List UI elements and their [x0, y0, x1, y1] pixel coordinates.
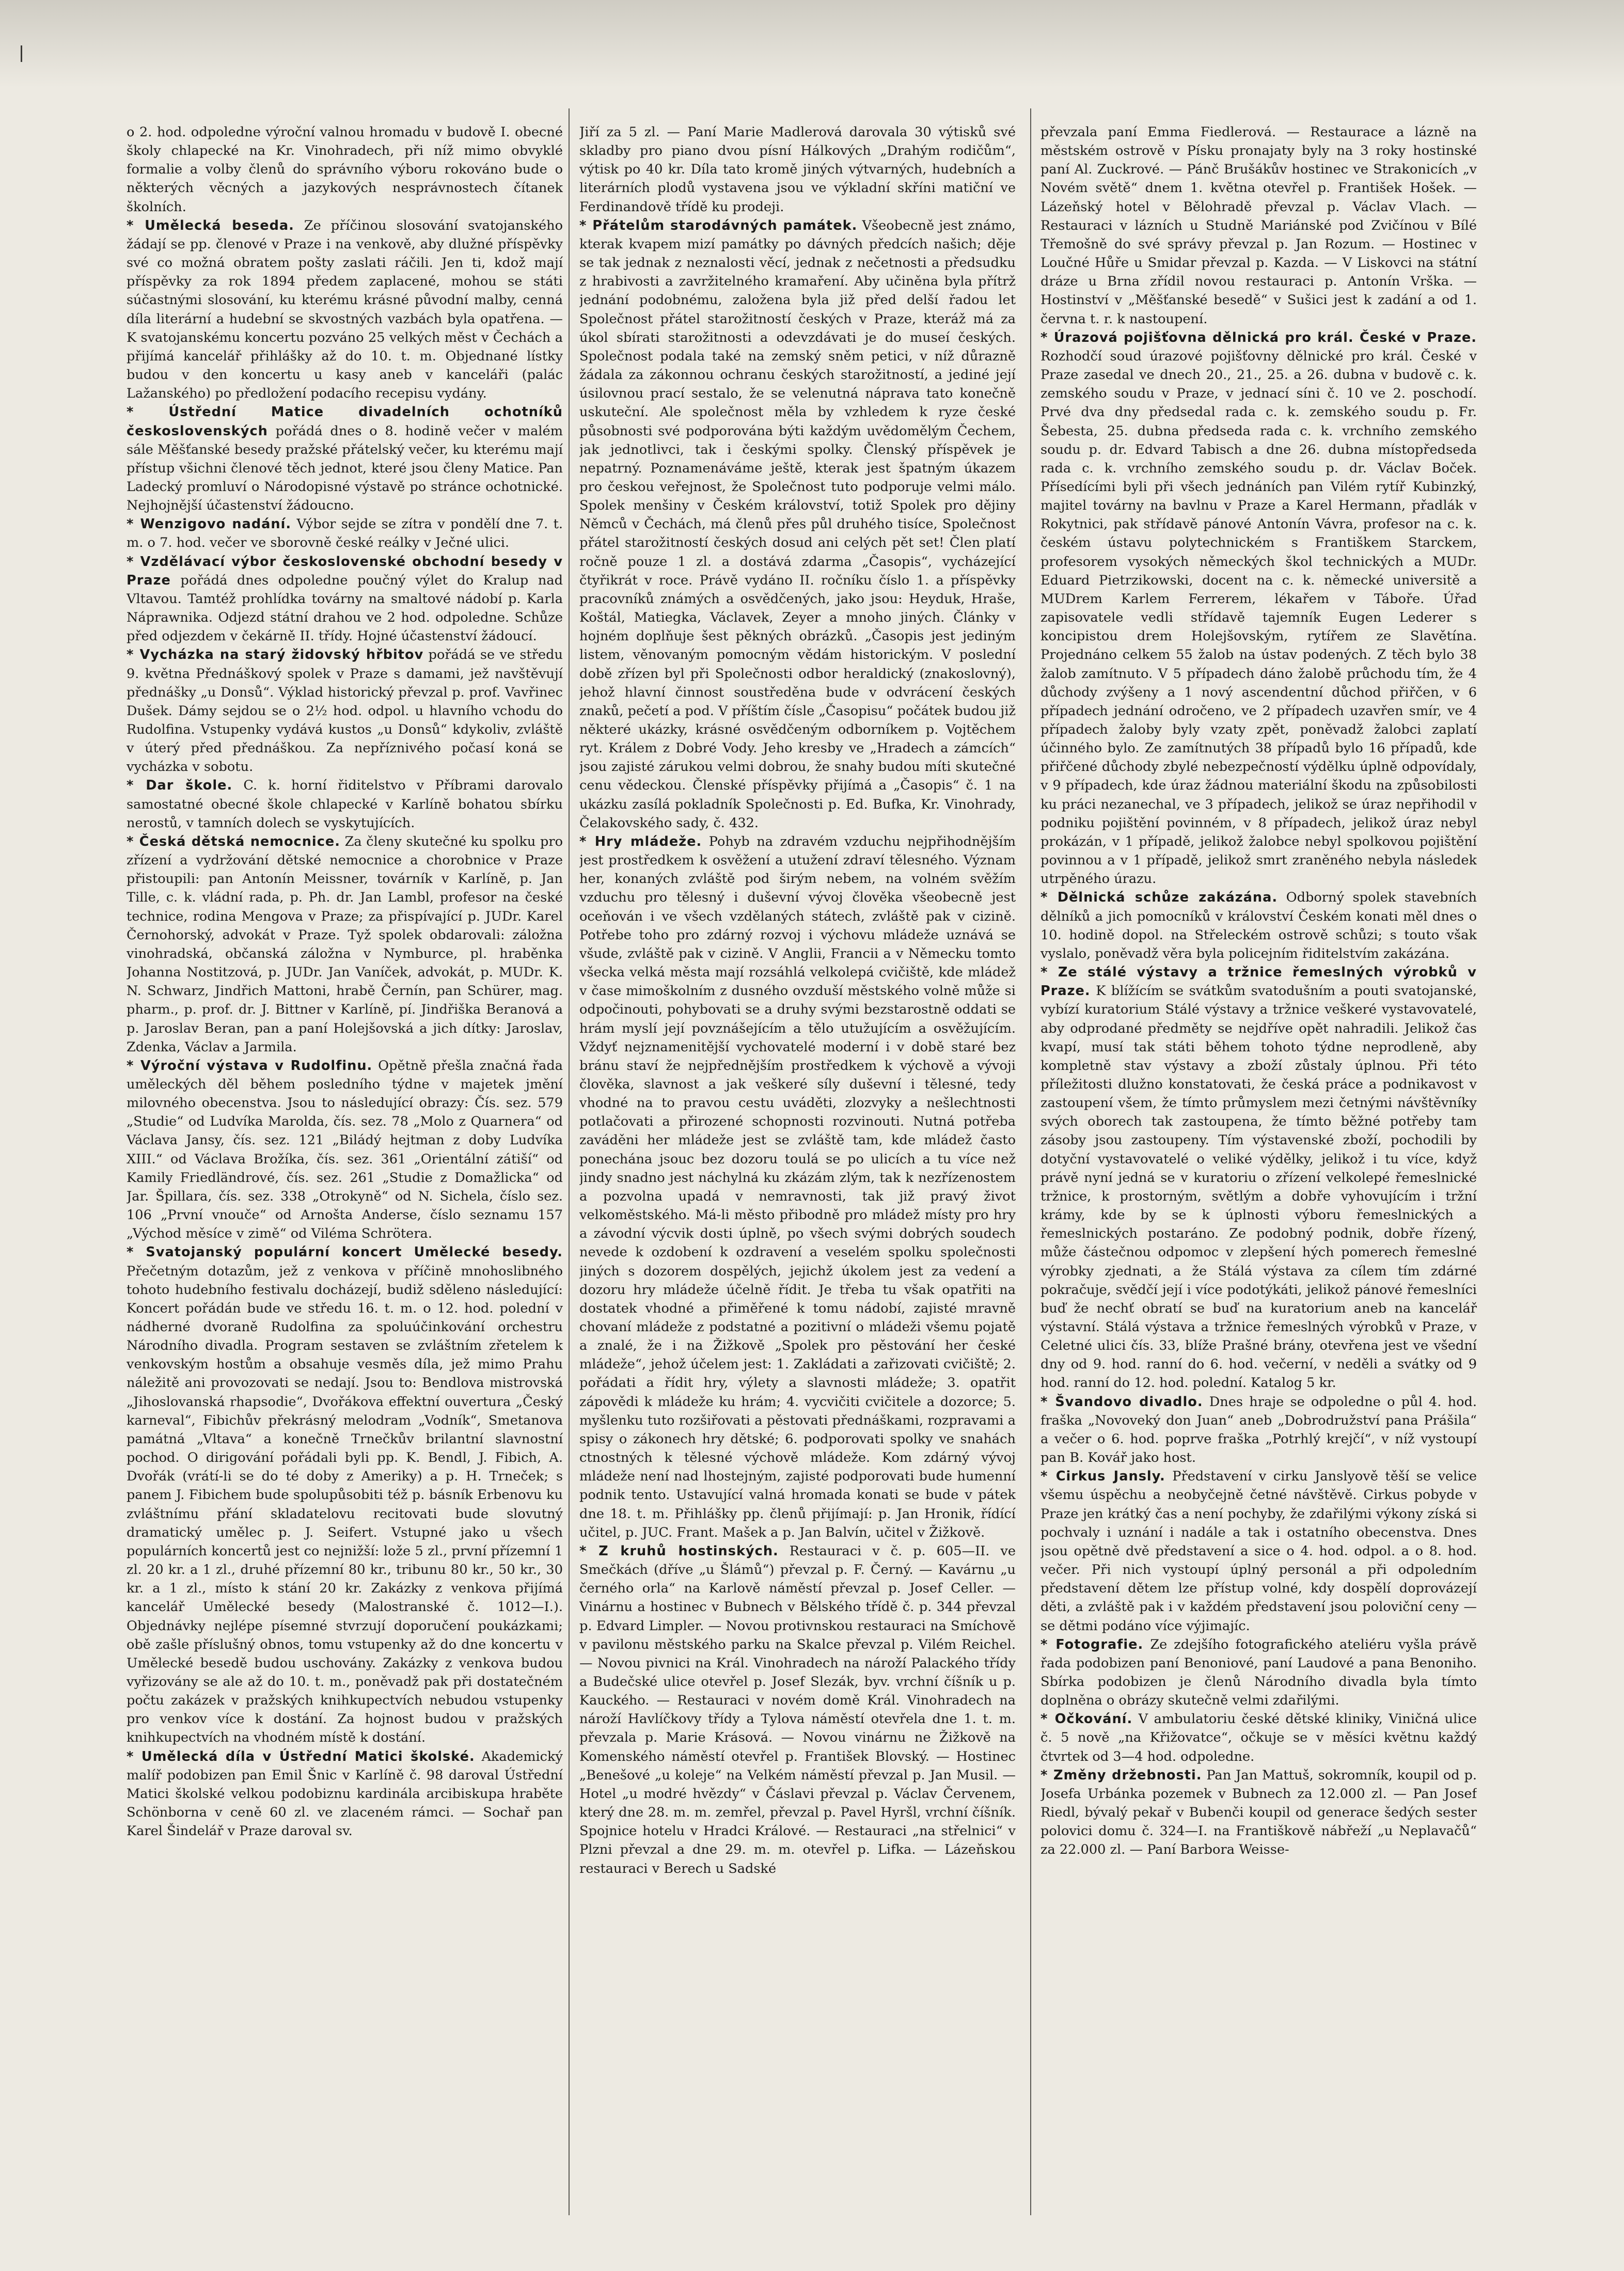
column-3	[1040, 123, 1477, 2227]
article-paragraph	[1040, 123, 1477, 328]
article-heading: * Švandovo divadlo.	[1040, 1394, 1203, 1410]
article-body: Výbor sejde se zítra v pondělí dne 7. t. m. o 7. hod. večer ve sborovně české reálky v Ječné ulici.	[127, 516, 563, 551]
column-2	[579, 123, 1016, 2227]
article-heading: * Výroční výstava v Rudolfinu.	[127, 1058, 373, 1074]
article-paragraph	[127, 832, 563, 1056]
article-body: Rozhodčí soud úrazové pojišťovny dělnické pro král. České v Praze zasedal ve dnech 20., 21., 25. a 26. dubna v budově c. k. zemského soudu v Praze, v jednací síni č. 10 ve 2. poschodí. Prvé dva dny předsedal rada c. k. zemského soudu p. Fr. Šebesta, 25. dubna předseda rada c. k. vrchního zemského soudu p. dr. Edvard Tabisch a dne 26. dubna místopředseda rada c. k. vrchního zemského soudu p. dr. Václav Boček. Přísedícími byli při všech jednáních pan Vilém rytíř Kubinzký, majitel továrny na bavlnu v Praze a Karel Hermann, přadlák v Rokytnici, pak střídavě pánové Antonín Vávra, profesor na c. k. českém ústavu polytechnickém s Františkem Starckem, profesorem vysokých německých škol technických a MUDr. Eduard Pietrzikowski, docent na c. k. německé universitě a MUDrem Karlem Ferrerem, lékařem v Táboře. Úřad zapisovatele vedli střídavě tajemník Eugen Lederer s koncipistou drem Holejšovským, rytířem ze Slavětína. Projednáno celkem 55 žalob na ústav podených. Z těch bylo 38 žalob zamítnuto. V 5 případech dáno žalobě průchodu tím, že 4 důchody zvýšeny a 1 nový ascendentní důchod přiřčen, v 6 případech jednání odročeno, ve 2 případech uzavřen smír, ve 4 případech žaloby byly vzaty zpět, poněvadž žalobci zaplatí účinného bylo. Ze zamítnutých 38 případů bylo 16 případů, kde přiřčené důchody zbylé nebezpečností výdělku úplně odpovídaly, v 9 případech, kde úraz žádnou materiální škodu na způsobilosti ku práci nezanechal, ve 3 případech, jelikož se úraz nepřihodil v podniku pojištění povinném, v 8 případech, jelikož úraz nebyl prokázán, v 1 případě, jelikož žalobce nebyl spolkovou pojištění povinnou a v 1 případě, jelikož smrt zraněného nebyla následek utrpěného úrazu.	[1040, 348, 1477, 887]
article-paragraph	[579, 832, 1016, 1542]
article-body: Pohyb na zdravém vzduchu nejpřihodnějším jest prostředkem k osvěžení a utužení zdraví tělesného. Význam her, konaných zvláště pod širým nebem, na volném svěžím vzduchu pro tělesný i duševní vývoj člověka všeobecně jest oceňován i ve všech vzdělaných státech, zvláště pak v cizině. Potřebe toho pro zdárný rozvoj i výchovu mládeže uznává se všude, zvláště pak v cizině. V Anglii, Francii a v Německu tomto všecka velká města mají rozsáhlá velkolepá cvičiště, kde mládež v čase mimoškolním z dusného ovzduší městského volně může si odpočinouti, pohybovati se a druhy svými bezstarostně oddati se hrám myslí její povznášejícím a tělo utužujícím a osvěžujícím. Vždyť nejznamenitější vychovatelé moderní i v době staré bez bránu staví že nejpřednějším prostředkem k výchově a vývoji člověka, slavnost a jak veškeré síly duševní i tělesné, tedy vhodné na to pravou cestu uváděti, zlozvyky a nešlechtnosti potlačovati a přirozené schopnosti rozvinouti. Nutná potřeba zaváděni her mládeže jest se zvláště tam, kde mládež často ponechána jsouc bez dozoru toulá se po ulicích a tu více než jindy snadno jest náchylná ku zkázám zlým, tak k nezřízenostem a pozvolna upadá v nemravnosti, tak již pravý život velkoměstského. Má-li město přibodně pro mládež místy pro hry a závodní výcvik dosti úplně, po všech svými dobrých soudech nevede k ozdobení k ozdravení a veselém spolku společnosti jiných s dozorem dospělých, jejichž úkolem jest za vedení a dozoru hry mládeže účelně řídit. Je třeba tu však opatřiti na dostatek vhodné a přiměřené k tomu nádobí, zajisté mravně chovaní mládeže z podstatné a pozitivní o mládeži všemu pojatě a znalé, že i na Žižkově „Spolek pro pěstování her české mládeže“, jehož účelem jest: 1. Zakládati a zařizovati cvičiště; 2. pořádati a řídit hry, výlety a slavnosti mládeže; 3. opatřit zápovědi k mládeže ku hrám; 4. vycvičiti cvičitele a dozorce; 5. myšlenku tuto rozšiřovati a pěstovati přednáškami, rozpravami a spisy o zákonech hry dětské; 6. podporovati spolky ve snahách ctnostných k tělesné výchově mládeže. Kom zdárný vývoj mládeže není nad lhostejným, zajisté podporovati bude humenní podnik tento. Ustavující valná hromada konati se bude v pátek dne 18. t. m. Přihlášky pp. členů přijímají: p. Jan Hronik, řídící učitel, p. JUC. Frant. Mašek a p. Jan Balvín, učitel v Žižkově.	[579, 833, 1016, 1540]
article-body: Jiří za 5 zl. — Paní Marie Madlerová darovala 30 výtisků své skladby pro piano dvou písní Hálkových „Drahým rodičům“, výtisk po 40 kr. Díla tato kromě jiných výtvarných, hudebních a literárních plodů vystavena jsou ve výkladní skříni matiční ve Ferdinandově třídě ku prodeji.	[579, 124, 1016, 215]
article-paragraph	[1040, 1635, 1477, 1710]
article-body: V ambulatoriu české dětské kliniky, Viničná ulice č. 5 nově „na Křižovatce“, očkuje se v měsíci květnu každý čtvrtek od 3—4 hod. odpoledne.	[1040, 1711, 1477, 1764]
article-paragraph	[127, 123, 563, 216]
article-heading: * Česká dětská nemocnice.	[127, 833, 340, 849]
article-heading: * Ústřední Matice divadelních ochotníků československých	[127, 404, 563, 439]
article-body: Za členy skutečné ku spolku pro zřízení a vydržování dětské nemocnice a chorobnice v Praze přistoupili: pan Antonín Meissner, továrník v Karlíně, p. Jan Tille, c. k. vládní rada, p. Ph. dr. Jan Lambl, profesor na české technice, rodina Mengova v Praze; za přispívající p. JUDr. Karel Černohorský, advokát v Praze. Tyž spolek obdarovali: záložna vinohradská, občanská záložna v Nymburce, pl. hraběnka Johanna Nostitzová, p. JUDr. Jan Vaníček, advokát, p. MUDr. K. N. Schwarz, Jindřich Mattoni, hrabě Černín, pan Schürer, mag. pharm., p. prof. dr. J. Bittner v Karlíně, pí. Jindřiška Beranová a p. Jaroslav Beran, pan a paní Holejšovská a jich dítky: Jaroslav, Zdenka, Václav a Jarmila.	[127, 833, 563, 1055]
article-paragraph	[1040, 1393, 1477, 1468]
page-top-shadow	[0, 0, 1624, 88]
text-columns	[127, 123, 1497, 2227]
article-paragraph	[579, 1542, 1016, 1878]
article-body: Přečetným dotazům, jež z venkova v příčině mnohoslibného tohoto hudebního festivalu docházejí, budiž sděleno následující: Koncert pořádán bude ve středu 16. t. m. o 12. hod. polední v nádherné dvoraně Rudolfina za spoluúčinkování orchestru Národního divadla. Program sestaven se zvláštním zřetelem k venkovským hostům a obsahuje vesměs díla, jež mimo Prahu náležitě ani provozovati se nedají. Jsou to: Bendlova mistrovská „Jihoslovanská rhapsodie“, Dvořákova effektní ouvertura „Český karneval“, Fibichův překrásný melodram „Vodník“, Smetanova památná „Vltava“ a konečně Trnečkův brilantní slavnostní pochod. O dirigování pořádali byli pp. K. Bendl, J. Fibich, A. Dvořák (vrátí-li se do té doby z Ameriky) a p. H. Trneček; s panem J. Fibichem bude spolupůsobiti též p. básník Erbenovu ku zvláštnímu přání skladatelovu recitovati bude slovutný dramatický umělec p. J. Seifert. Vstupné jako u všech populárních koncertů jest co nejnižší: lože 5 zl., první přízemní 1 zl. 20 kr. a 1 zl., druhé přízemní 80 kr., tribunu 80 kr., 50 kr., 30 kr. a 1 zl., místo k stání 20 kr. Zakázky z venkova přijímá kancelář Umělecké besedy (Malostranské č. 1012—I.). Objednávky nejlépe písemné stvrzují doporučení poukázkami; obě zašle příslušný obnos, tomu vstupenky až do dne koncertu v Umělecké besedě budou uschovány. Zakázky z venkova budou vyřizovány se ale až do 10. t. m., poněvadž pak při dostatečném počtu zakázek v pražských knihkupectvích nebudou vstupenky pro venkov více k dostání. Za hojnost budou v pražských knihkupectvích na vhodném místě k dostání.	[127, 1263, 563, 1746]
article-paragraph	[127, 1243, 563, 1747]
column-1	[127, 123, 563, 2227]
article-paragraph	[579, 216, 1016, 832]
article-paragraph	[1040, 328, 1477, 889]
article-heading: * Přátelům starodávných památek.	[579, 217, 858, 233]
article-heading: * Ze stálé výstavy a tržnice řemeslných výrobků v Praze.	[1040, 965, 1477, 999]
article-paragraph	[127, 1056, 563, 1243]
article-body: Všeobecně jest známo, kterak kvapem mizí památky po dávných předcích našich; děje se tak jednak z neznalosti věcí, jednak z nečetnosti a předsudku z hrabivosti a zavržitelného kramaření. Aby učiněna byla přítrž jednání podobnému, založena byla již před delší řadou let Společnost přátel starožitností českých v Praze, kteráž má za úkol sbírati starožitnosti a odevzdávati je do museí českých. Společnost podala také na zemský sněm petici, v níž důrazně žádala za zákonnou ochranu českých starožitností, a jediné její úsilovnou prací sestalo, že se velenutná náprava tato konečně uskuteční. Ale společnost měla by vzhledem k ryze české působnosti své podporována býti každým uvědomělým Čechem, jak jednotlivci, tak i českými spolky. Členský příspěvek je nepatrný. Poznamenáváme ještě, kterak jest špatným úkazem pro českou veřejnost, že Společnost tuto podporuje velmi málo. Spolek menšiny v Českém království, totiž Spolek pro dějiny Němců v Čechách, má členů přes půl druhého tisíce, Společnost přátel starožitností českých dosud ani celých pět set! Člen platí ročně pouze 1 zl. a dostává zdarma „Časopis“, vycházející čtyřikrát v roce. Právě vydáno II. ročníku číslo 1. a příspěvky pracovníků známých a osvědčených, jako jsou: Heyduk, Hraše, Koštál, Matiegka, Václavek, Zeyer a mnoho jiných. Články v hojném doplňuje šest pěkných obrázků. „Časopis jest jediným listem, věnovaným pomocným vědám historickým. V poslední době zřízen byl při Společnosti odbor heraldický (znakoslovný), jehož hlavní činnost soustředěna bude v odvrácení českých znaků, pečetí a pod. V příštím čísle „Časopisu“ počátek budou již některé ukázky, krásné osvědčeným odborníkem p. Vojtěchem ryt. Králem z Dobré Vody. Jeho kresby ve „Hradech a zámcích“ jsou zajisté zárukou velmi dobrou, že snahy budou míti skutečné cenu vědeckou. Členské příspěvky přijímá a „Časopis“ č. 1 na ukázku zasílá pokladník Společnosti p. Ed. Bufka, Kr. Vinohrady, Čelakovského sady, č. 432.	[579, 217, 1016, 831]
article-body: Akademický malíř podobizen pan Emil Šnic v Karlíně č. 98 daroval Ústřední Matici školské velkou podobiznu kardinála arcibiskupa hraběte Schönborna v ceně 60 zl. ve zlaceném rámci. — Sochař pan Karel Šindelář v Praze daroval sv.	[127, 1748, 563, 1839]
article-paragraph	[127, 776, 563, 832]
article-heading: * Dar škole.	[127, 778, 233, 794]
article-body: Ze příčinou slosování svatojanského žádají se pp. členové v Praze i na venkově, aby dlužné příspěvky své co možná obratem pošty zaslati ráčili. Jen ti, kdož mají příspěvky za rok 1894 předem zaplacené, mohou se státi súčastnými slosování, ku kterému krásné původní malby, cenná díla literární a hudební se skvostných vazbách byla opatřena. — K svatojanskému koncertu pozváno 25 velkých měst v Čechách a přijímá kancelář přihlášky až do 10. t. m. Objednané lístky budou v den koncertu u kasy aneb v kanceláři (palác Lažanského) po předložení podacího recepisu vydány.	[127, 217, 563, 402]
article-paragraph	[579, 123, 1016, 216]
article-paragraph	[1040, 963, 1477, 1393]
article-heading: * Vycházka na starý židovský hřbitov	[127, 647, 424, 663]
article-paragraph	[127, 216, 563, 403]
article-paragraph	[127, 403, 563, 515]
article-body: pořádá dnes o 8. hodině večer v malém sále Měšťanské besedy pražské přátelský večer, ku kterému mají přístup všichni členové těch jednot, které jsou členy Matice. Pan Ladecký promluví o Národopisné výstavě po stránce ochotnické. Nejhojnější účastenství žádoucno.	[127, 423, 563, 514]
article-heading: * Hry mládeže.	[579, 833, 702, 849]
article-paragraph	[127, 645, 563, 776]
article-paragraph	[127, 1747, 563, 1841]
article-paragraph	[1040, 1710, 1477, 1765]
article-body: Pan Jan Mattuš, sokromník, koupil od p. Josefa Urbánka pozemek v Bubnech za 12.000 zl. — Pan Josef Riedl, bývalý pekař v Bubenči koupil od generace šedých sester polovici domu č. 324—I. na Františkově nábřeží „u Neplavačů“ za 22.000 zl. — Paní Barbora Weisse-	[1040, 1767, 1477, 1858]
article-body: o 2. hod. odpoledne výroční valnou hromadu v budově I. obecné školy chlapecké na Kr. Vinohradech, při níž mimo obvyklé formalie a volby členů do správního výboru rokováno bude o některých věcných a jazykových nesprávnostech čítanek školních.	[127, 124, 563, 215]
article-paragraph	[1040, 1467, 1477, 1635]
article-heading: * Wenzigovo nadání.	[127, 516, 292, 532]
article-heading: * Očkování.	[1040, 1711, 1133, 1727]
article-heading: * Vzdělávací výbor československé obchodní besedy v Praze	[127, 554, 563, 588]
article-body: převzala paní Emma Fiedlerová. — Restaurace a lázně na městském ostrově v Písku pronajaty byly na 3 roky hostinské paní Al. Zuckrové. — Pánč Brušákův hostinec ve Strakonicích „v Novém světě“ dnem 1. května otevřel p. František Hošek. — Lázeňský hotel v Bělohradě převzal p. Václav Vlach. — Restauraci v lázních u Studně Mariánské pod Zvičínou v Bílé Třemošně do své správy převzal p. Jan Rozum. — Hostinec v Loučné Hůře u Smidar převzal p. Kazda. — V Liskovci na státní dráze u Brna zřídil novou restauraci p. Antonín Vrška. — Hostinství v „Měšťanské besedě“ v Sušici jest k zadání a od 1. června t. r. k nastoupení.	[1040, 124, 1477, 327]
article-body: pořádá dnes odpoledne poučný výlet do Kralup nad Vltavou. Tamtéž prohlídka továrny na smaltové nádobí p. Karla Náprawnika. Odjezd státní drahou ve 2 hod. odpoledne. Schůze před odjezdem v čekárně II. třídy. Hojné účastenství žádoucí.	[127, 572, 563, 644]
article-body: Odborný spolek stavebních dělníků a jich pomocníků v království Českém konati měl dnes o 10. hodině dopol. na Střeleckém ostrově schůzi; s touto však vyslalo, poněvadž věra byla policejním řiditelstvím zakázána.	[1040, 890, 1477, 961]
article-heading: * Úrazová pojišťovna dělnická pro král. České v Praze.	[1040, 329, 1477, 345]
article-paragraph	[127, 553, 563, 646]
article-paragraph	[127, 515, 563, 552]
article-body: Opětně přešla značná řada uměleckých děl během posledního týdne v majetek jmění milovného obecenstva. Jsou to následující obrazy: Čís. sez. 579 „Studie“ od Ludvíka Marolda, čís. sez. 78 „Molo z Quarnera“ od Václava Jansy, čís. sez. 121 „Biládý hejtman z doby Ludvíka XIII.“ od Václava Brožíka, čís. sez. 361 „Orientální zátiší“ od Kamily Friedländrové, čís. sez. 261 „Studie z Domažlicka“ od Jar. Špillara, čís. sez. 338 „Otrokyně“ od N. Sichela, číslo sez. 106 „První vnouče“ od Arnošta Anderse, číslo seznamu 157 „Východ měsíce v zimě“ od Viléma Schrötera.	[127, 1058, 563, 1242]
article-body: Dnes hraje se odpoledne o půl 4. hod. fraška „Novoveký don Juan“ aneb „Dobrodružství pana Prášila“ a večer o 6. hod. poprve fraška „Potrhlý krejčí“, v níž vystoupí pan B. Kovář jako host.	[1040, 1394, 1477, 1466]
article-heading: * Umělecká díla v Ústřední Matici školské.	[127, 1748, 475, 1764]
article-paragraph	[1040, 1766, 1477, 1859]
article-heading: * Dělnická schůze zakázána.	[1040, 890, 1278, 906]
article-heading: * Umělecká beseda.	[127, 217, 294, 233]
article-body: Představení v cirku Janslyově těší se velice všemu úspěchu a neobyčejně četné návštěvě. Cirkus pobyde v Praze jen krátký čas a není pochyby, že zdařilými výkony získá si pochvaly i uznání i nadále a tak i ostatního obecenstva. Dnes jsou opětně dvě představení a sice o 4. hod. odpol. a o 8. hod. večer. Při nich vystoupí úplný personál a při odpoledním představení dětem lze přístup volné, kdy dospělí doprovázejí děti, a zvláště pak i v každém představení jsou poloviční ceny — se dětmi podáno více výjimajíc.	[1040, 1469, 1477, 1634]
article-body: pořádá se ve středu 9. května Přednáškový spolek v Praze s damami, jež navštěvují přednášky „u Donsů“. Výklad historický převzal p. prof. Vavřinec Dušek. Dámy sejdou se o 2½ hod. odpol. u hlavního vchodu do Rudolfina. Vstupenky vydává kustos „u Donsů“ kdykoliv, zvláště v úterý před přednáškou. Za nepříznivého počasí koná se vycházka v sobotu.	[127, 647, 563, 775]
article-body: K blížícím se svátkům svatodušním a pouti svatojanské, vybízí kuratorium Stálé výstavy a tržnice veškeré vystavovatelé, aby odprodané předměty se nejdříve opět nahradili. Jelikož čas kvapí, musí tak státi během tohoto týdne neprodleně, aby kompletně stav výstavy a zboží zůstaly úplnou. Při této příležitosti dlužno konstatovati, že česká práce a podnikavost v zastoupení všem, že tímto průmyslem mezi četnými návštěvníky svých oborech tak zastoupena, že tímto běžné potřeby tam zásoby jsou zastoupeny. Tím výstavenské zboží, pochodili by dotyční vystavovatelé o veliké výdělky, jelikož i tu více, když právě nyní jedná se v kuratoriu o zřízení velkolepé řemeslnické tržnice, k prostorným, světlým a dobře vyhovujícím i tržní krámy, kde by se k úplnosti výboru řemeslnických a řemeslnických postaráno. Ze podobný podnik, dobře řízený, může částečnou odpomoc v zlepšení hých pomerech řemeslné výrobky zjednati, a že Stálá výstava za cílem tím zdárné pokračuje, svědčí její i více podotýkáti, jelikož pánové řemeslníci buď že nechť obratí se buď na kuratorium aneb na kancelář výstavní. Stálá výstava a tržnice řemeslných výrobků v Praze, v Celetné ulici čís. 33, blíže Prašné brány, otevřena jest ve všední dny od 9. hod. ranní do 6. hod. večerní, v neděli a svátky od 9 hod. ranní do 12. hod. polední. Katalog 5 kr.	[1040, 983, 1477, 1391]
article-heading: * Změny držebnosti.	[1040, 1767, 1202, 1783]
binding-mark	[21, 45, 22, 62]
article-heading: * Cirkus Jansly.	[1040, 1469, 1165, 1485]
article-heading: * Z kruhů hostinských.	[579, 1543, 779, 1559]
article-body: Ze zdejšího fotografického ateliéru vyšla právě řada podobizen paní Benoniové, paní Laudové a pana Benoniho. Sbírka podobizen je členů Národního divadla byla tímto doplněna o obrázy skutečně velmi zdařilými.	[1040, 1636, 1477, 1709]
article-heading: * Svatojanský populární koncert Umělecké besedy.	[127, 1244, 563, 1260]
article-body: C. k. horní řiditelstvo v Příbrami darovalo samostatné obecné škole chlapecké v Karlíně bohatou sbírku nerostů, v tamních dolech se vyskytujících.	[127, 778, 563, 831]
article-heading: * Fotografie.	[1040, 1636, 1144, 1652]
article-paragraph	[1040, 888, 1477, 963]
article-body: Restauraci v č. p. 605—II. ve Smečkách (dříve „u Šlámů“) převzal p. F. Černý. — Kavárnu „u černého orla“ na Karlově náměstí převzal p. Josef Celler. — Vinárnu a hostinec v Bubnech v Bělského třídě č. p. 344 převzal p. Edvard Limpler. — Novou protivnskou restauraci na Smíchově v pavilonu městského parku na Skalce převzal p. Vilém Reichel. — Novou pivnici na Král. Vinohradech na nároží Palackého třídy a Budečské ulice otevřel p. Josef Slezák, byv. vrchní číšník u p. Kauckého. — Restauraci v novém domě Král. Vinohradech na nároží Havlíčkovy třídy a Tylova náměstí otevřela dne 1. t. m. převzala p. Marie Krásová. — Novou vinárnu ne Žižkově na Komenského náměstí otevřel p. František Blovský. — Hostinec „Benešové „u koleje“ na Velkém náměstí převzal p. Jan Musil. — Hotel „u modré hvězdy“ v Čáslavi převzal p. Václav Červenem, který dne 28. m. m. zemřel, převzal p. Pavel Hyršl, vrchní číšník. Spojnice hotelu v Hradci Králové. — Restauraci „na střelnici“ v Plzni převzal a dne 29. m. m. otevřel p. Lifka. — Lázeňskou restauraci v Berech u Sadské	[579, 1543, 1016, 1876]
